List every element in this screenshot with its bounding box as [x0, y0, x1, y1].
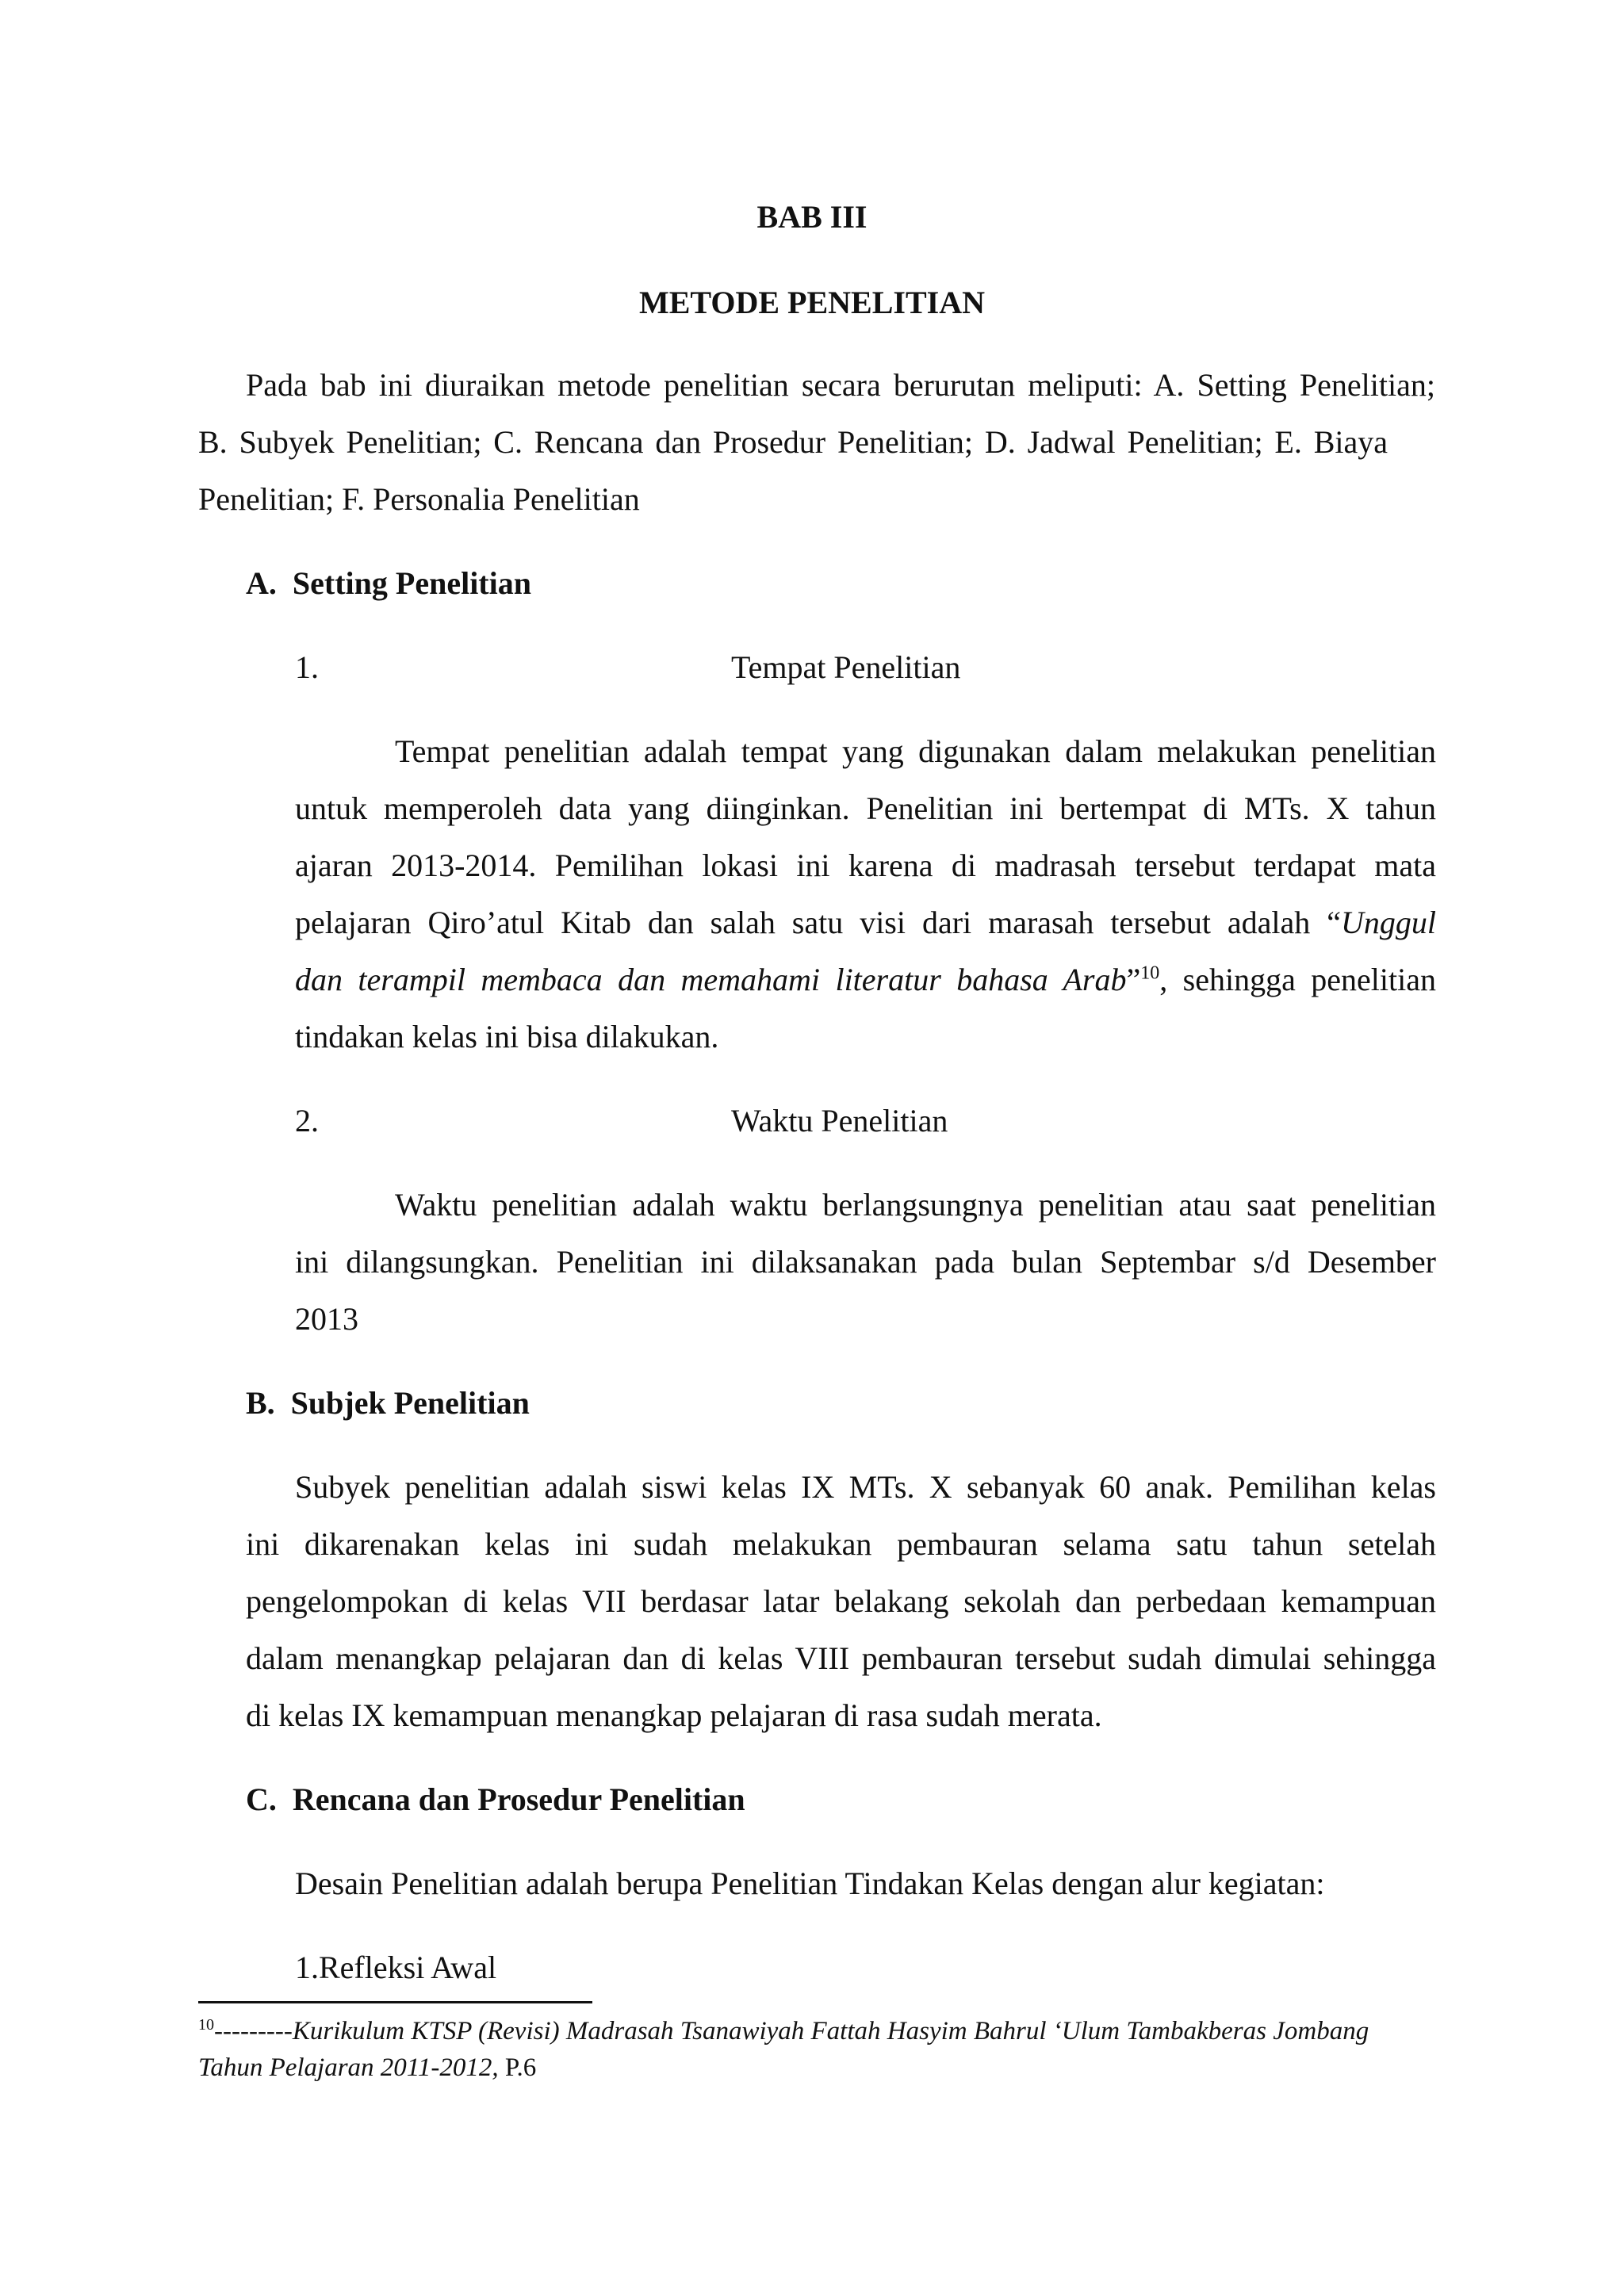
intro-line-3: Penelitian; F. Personalia Penelitian: [198, 481, 640, 517]
footnote-separator: [198, 2001, 592, 2003]
section-b-line-2: ini dikarenakan kelas ini sudah melakukan pembauran selama satu tahun setelah: [246, 1526, 1436, 1562]
footnote-italic-line-1: Kurikulum KTSP (Revisi) Madrasah Tsanawiyah Fattah Hasyim Bahrul ‘Ulum Tambakberas Jombang: [292, 2017, 1369, 2045]
footnote-line-2: [198, 2052, 536, 2084]
footnote-line-1: [198, 2015, 1369, 2047]
sub1-para-line-1: Tempat penelitian adalah tempat yang digunakan dalam melakukan penelitian: [395, 733, 1436, 769]
section-b-line-4: dalam menangkap pelajaran dan di kelas VIII pembauran tersebut sudah dimulai sehingga: [246, 1640, 1436, 1676]
footnote-tail: P.6: [498, 2053, 537, 2082]
sub1-line-5-quote: ”: [1126, 962, 1141, 997]
intro-line-2: B. Subyek Penelitian; C. Rencana dan Prosedur Penelitian; D. Jadwal Penelitian; E. Biaya: [198, 424, 1388, 460]
footnote-ref-10: 10: [1140, 962, 1160, 984]
footnote-italic-line-2: Tahun Pelajaran 2011-2012,: [198, 2053, 499, 2082]
sub1-para-line-3: ajaran 2013-2014. Pemilihan lokasi ini karena di madrasah tersebut terdapat mata: [295, 848, 1436, 883]
section-c-line-1: Desain Penelitian adalah berupa Penelitian Tindakan Kelas dengan alur kegiatan:: [295, 1866, 1325, 1901]
sub1-para-line-4: [295, 904, 1436, 942]
footnote-number: 10: [198, 2016, 214, 2034]
sub2-para-line-1: Waktu penelitian adalah waktu berlangsungnya penelitian atau saat penelitian: [395, 1187, 1436, 1223]
sub1-line-4-text: pelajaran Qiro’atul Kitab dan salah satu visi dari marasah tersebut adalah “: [295, 905, 1341, 940]
sub1-number: 1.: [295, 649, 319, 685]
sub2-para-line-3: 2013: [295, 1301, 358, 1337]
section-a-heading: A. Setting Penelitian: [246, 565, 531, 601]
sub2-para-line-2: ini dilangsungkan. Penelitian ini dilaksanakan pada bulan Septembar s/d Desember: [295, 1244, 1436, 1280]
section-b-line-5: di kelas IX kemampuan menangkap pelajaran di rasa sudah merata.: [246, 1697, 1102, 1733]
section-c-heading: C. Rencana dan Prosedur Penelitian: [246, 1781, 745, 1817]
section-c-line-2: 1.Refleksi Awal: [295, 1950, 497, 1985]
intro-line-1: Pada bab ini diuraikan metode penelitian secara berurutan meliputi: A. Setting Penelitian;: [246, 367, 1435, 403]
section-b-heading: B. Subjek Penelitian: [246, 1385, 530, 1421]
sub2-number: 2.: [295, 1103, 319, 1138]
sub1-line-4-italic: Unggul: [1341, 905, 1436, 940]
sub1-para-line-6: tindakan kelas ini bisa dilakukan.: [295, 1019, 719, 1054]
sub1-line-5-tail: , sehingga penelitian: [1159, 962, 1436, 997]
sub1-title: Tempat Penelitian: [731, 649, 961, 685]
chapter-label: BAB III: [756, 199, 868, 235]
chapter-title: METODE PENELITIAN: [638, 285, 985, 320]
sub1-line-5-italic: dan terampil membaca dan memahami literatur bahasa Arab: [295, 962, 1127, 997]
sub2-title: Waktu Penelitian: [731, 1103, 948, 1138]
sub1-para-line-2: untuk memperoleh data yang diinginkan. Penelitian ini bertempat di MTs. X tahun: [295, 790, 1436, 826]
section-b-line-1: Subyek penelitian adalah siswi kelas IX MTs. X sebanyak 60 anak. Pemilihan kelas: [295, 1469, 1436, 1505]
footnote-dashes: ---------: [214, 2017, 293, 2045]
section-b-line-3: pengelompokan di kelas VII berdasar latar belakang sekolah dan perbedaan kemampuan: [246, 1583, 1436, 1619]
sub1-para-line-5: [295, 961, 1436, 999]
